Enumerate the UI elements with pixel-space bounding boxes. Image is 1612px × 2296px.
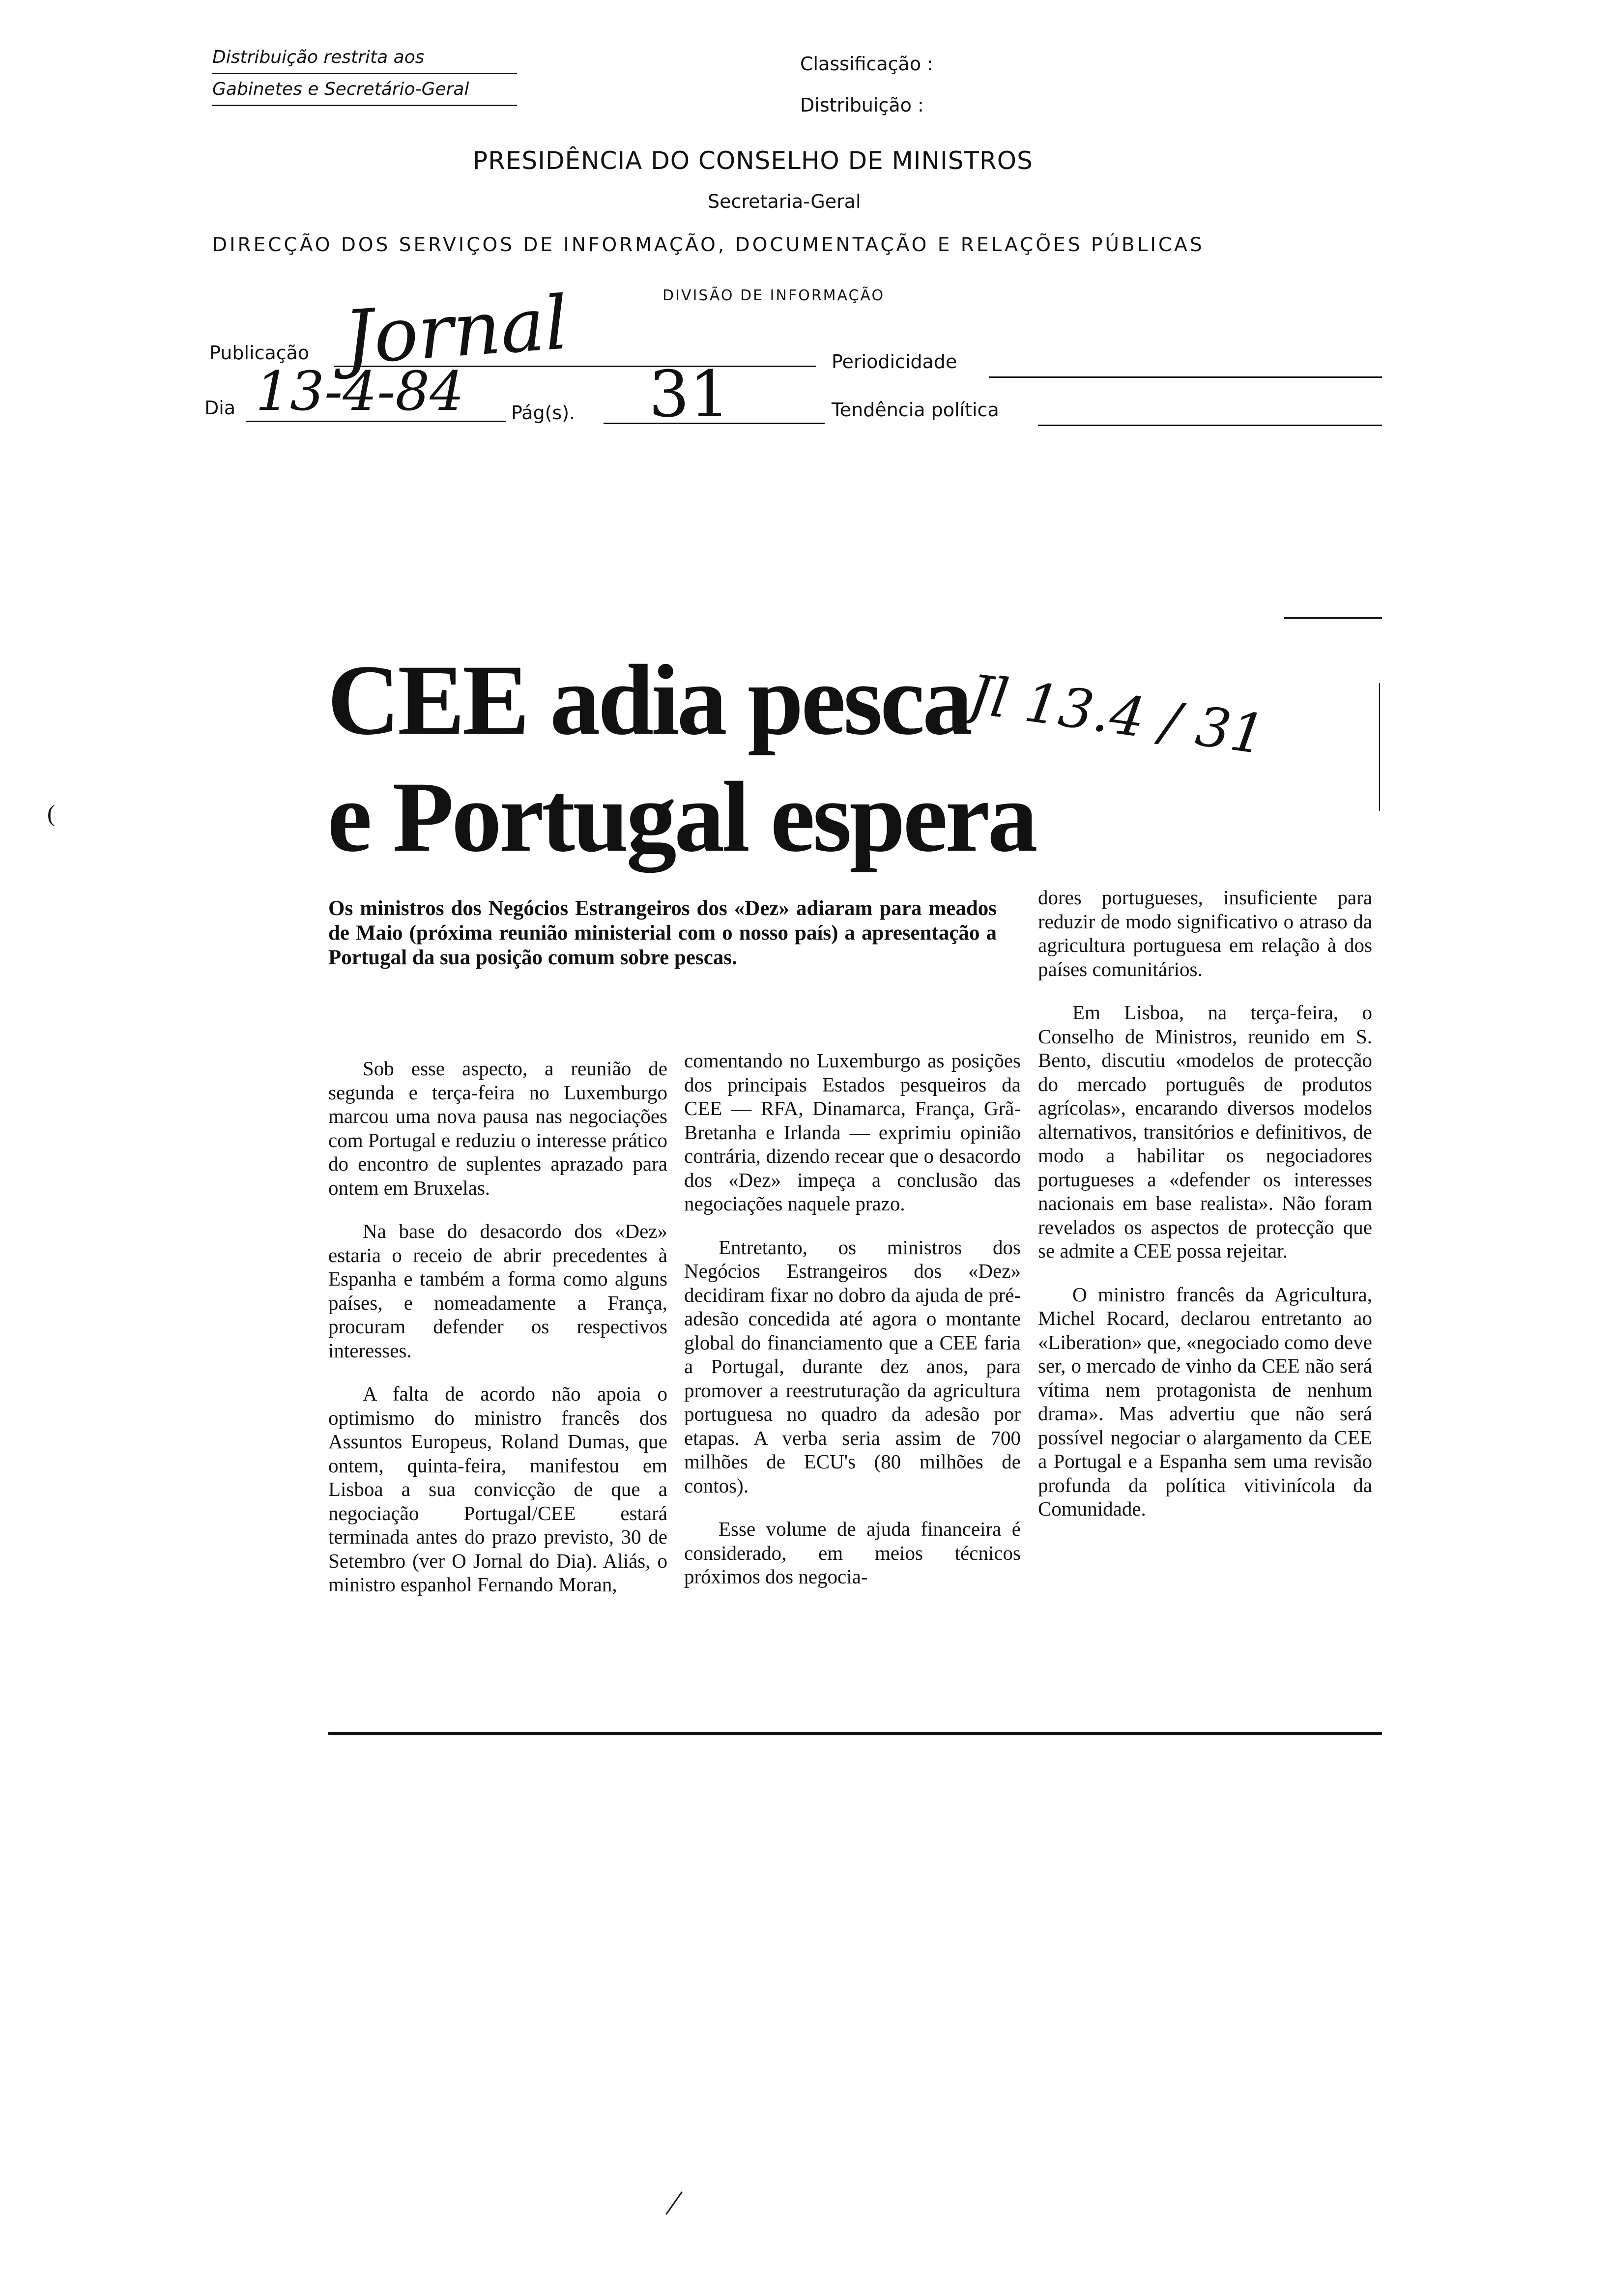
clipping-right-edge [1379, 683, 1380, 811]
col2-paragraph-2: Entretanto, os ministros dos Negócios Estrangeiros dos «Dez» decidiram fixar no dobro da ajuda de pré-adesão concedida até agora o montante global do financiamento que a CEE faria a Portugal, durante dez anos, para promover a reestruturação da agricultura portuguesa no quadro da adesão por etapas. A verba seria assim de 700 milhões de ECU's (80 milhões de contos). [684, 1235, 1021, 1497]
tendency-label: Tendência política [832, 399, 999, 421]
day-handwritten: 13-4-84 [256, 360, 464, 423]
headline-line-1: CEE adia pesca [327, 644, 971, 756]
org-subtitle: Secretaria-Geral [708, 191, 861, 212]
day-label: Dia [204, 397, 236, 419]
org-title: PRESIDÊNCIA DO CONSELHO DE MINISTROS [473, 146, 1033, 175]
article-column-1 [328, 1057, 667, 1597]
publication-label: Publicação [209, 342, 310, 364]
handwritten-reference: Jl 13.4 / 31 [965, 662, 1269, 767]
distribution-label: Distribuição : [800, 94, 924, 116]
division: DIVISÃO DE INFORMAÇÃO [662, 287, 885, 304]
bottom-pen-mark [665, 2191, 683, 2215]
restriction-line-1: Distribuição restrita aos [212, 42, 517, 74]
tendency-line [1038, 425, 1382, 426]
clipping-top-rule [1284, 617, 1382, 619]
pages-handwritten: 31 [649, 357, 730, 431]
col1-paragraph-1: Sob esse aspecto, a reunião de segunda e terça-feira no Luxemburgo marcou uma nova pausa nas negociações com Portugal e reduziu o interesse prático do encontro de suplentes aprazado para ontem em Bruxelas. [328, 1057, 667, 1199]
col2-paragraph-3: Esse volume de ajuda financeira é considerado, em meios técnicos próximos dos negocia- [684, 1518, 1021, 1588]
col1-paragraph-3: A falta de acordo não apoia o optimismo do ministro francês dos Assuntos Europeus, Roland Dumas, que ontem, quinta-feira, manifestou em Lisboa a sua convicção de que a negociação Portugal/CEE estará terminada antes do prazo previsto, 30 de Setembro (ver O Jornal do Dia). Aliás, o ministro espanhol Fernando Moran, [328, 1382, 667, 1596]
col3-paragraph-2: Em Lisboa, na terça-feira, o Conselho de Ministros, reunido em S. Bento, discutiu «modelos de protecção do mercado português de produtos agrícolas», encarando diversos modelos alternativos, transitórios e definitivos, de modo a habilitar os negociadores portugueses a «defender os interesses nacionais em base realista». Não foram revelados os aspectos de protecção que se admite a CEE possa rejeitar. [1038, 1001, 1372, 1262]
margin-mark: ( [47, 801, 55, 827]
publication-handwritten: Jornal [341, 280, 571, 381]
lead-paragraph: Os ministros dos Negócios Estrangeiros dos «Dez» adiaram para meados de Maio (próxima reunião ministerial com o nosso país) a apresentação a Portugal da sua posição comum sobre pescas. [328, 897, 997, 969]
col3-paragraph-1: dores portugueses, insuficiente para reduzir de modo significativo o atraso da agricultura portuguesa em relação à dos países comunitários. [1038, 886, 1372, 980]
article-bottom-rule [328, 1732, 1382, 1735]
col2-paragraph-1: comentando no Luxemburgo as posições dos principais Estados pesqueiros da CEE — RFA, Dinamarca, França, Grã-Bretanha e Irlanda — exprimiu opinião contrária, dizendo recear que o desacordo dos «Dez» impeça a conclusão das negociações naquele prazo. [684, 1049, 1021, 1215]
restriction-line-2: Gabinetes e Secretário-Geral [212, 74, 517, 106]
directorate: DIRECÇÃO DOS SERVIÇOS DE INFORMAÇÃO, DOCUMENTAÇÃO E RELAÇÕES PÚBLICAS [212, 234, 1205, 256]
article-column-2 [684, 1049, 1021, 1589]
headline-line-2: e Portugal espera [327, 761, 1036, 873]
restriction-notice [212, 42, 517, 106]
pages-label: Pág(s). [511, 402, 576, 424]
classification-label: Classificação : [800, 53, 933, 75]
col3-paragraph-3: O ministro francês da Agricultura, Michel Rocard, declarou entretanto ao «Liberation» que, «negociado como deve ser, o mercado de vinho da CEE não será vítima nem protagonista de nenhum drama». Mas advertiu que não será possível negociar o alargamento da CEE a Portugal e a Espanha sem uma revisão profunda da política vitivinícola da Comunidade. [1038, 1283, 1372, 1520]
col1-paragraph-2: Na base do desacordo dos «Dez» estaria o receio de abrir precedentes à Espanha e também a forma como alguns países, e nomeadamente a França, procuram defender os respectivos interesses. [328, 1220, 667, 1362]
periodicity-label: Periodicidade [832, 351, 957, 373]
periodicity-line [989, 376, 1382, 378]
article-column-3 [1038, 886, 1372, 1521]
